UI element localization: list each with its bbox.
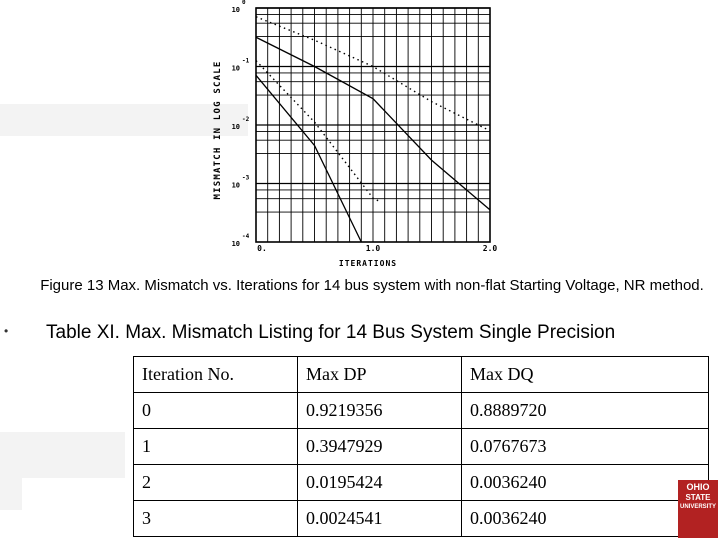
background-band <box>0 478 22 510</box>
table-row <box>134 501 709 537</box>
logo-line: OHIO <box>686 482 710 492</box>
table-cell: 0.0024541 <box>298 501 462 537</box>
logo-line: UNIVERSITY <box>679 504 716 510</box>
table-cell: 0.9219356 <box>298 393 462 429</box>
y-tick-exponent: 0 <box>242 0 246 6</box>
table-cell: 3 <box>134 501 298 537</box>
table-header-row <box>134 357 709 393</box>
table-row <box>134 393 709 429</box>
logo-line: STATE <box>685 493 711 502</box>
table-cell: 0 <box>134 393 298 429</box>
y-tick-label: 10 <box>231 240 240 248</box>
table-cell: 0.0036240 <box>462 465 709 501</box>
table-row <box>134 465 709 501</box>
table-title: Table XI. Max. Mismatch Listing for 14 Bus System Single Precision <box>46 322 616 343</box>
university-logo <box>678 480 718 538</box>
table-cell: 0.0195424 <box>298 465 462 501</box>
mismatch-chart <box>200 0 510 272</box>
figure-caption: Figure 13 Max. Mismatch vs. Iterations for 14 bus system with non-flat Starting Voltage, NR method. <box>40 277 704 294</box>
table-cell: 0.0036240 <box>462 501 709 537</box>
y-tick-label: 10 <box>231 123 240 131</box>
y-tick-exponent: -1 <box>242 57 250 65</box>
x-tick-label: 0. <box>257 244 267 253</box>
header-cell: Iteration No. <box>134 357 298 393</box>
table-cell: 0.0767673 <box>462 429 709 465</box>
y-tick-label: 10 <box>231 64 240 73</box>
table-row <box>134 429 709 465</box>
y-tick-exponent: -3 <box>242 174 250 182</box>
mismatch-table <box>133 356 709 537</box>
y-tick-exponent: -4 <box>242 233 250 240</box>
x-tick-label: 2.0 <box>482 244 498 253</box>
table-cell: 0.8889720 <box>462 393 709 429</box>
x-tick-label: 1.0 <box>365 244 381 253</box>
y-tick-label: 10 <box>231 6 240 14</box>
table-cell: 0.3947929 <box>298 429 462 465</box>
y-tick-label: 10 <box>231 181 240 190</box>
y-axis-label: MISMATCH IN LOG SCALE <box>213 60 223 200</box>
header-cell: Max DQ <box>462 357 709 393</box>
table-cell: 2 <box>134 465 298 501</box>
y-tick-exponent: -2 <box>242 116 250 123</box>
background-band <box>0 432 125 478</box>
table-cell: 1 <box>134 429 298 465</box>
header-cell: Max DP <box>298 357 462 393</box>
bullet-icon: • <box>4 324 9 338</box>
x-axis-label: ITERATIONS <box>338 259 398 268</box>
